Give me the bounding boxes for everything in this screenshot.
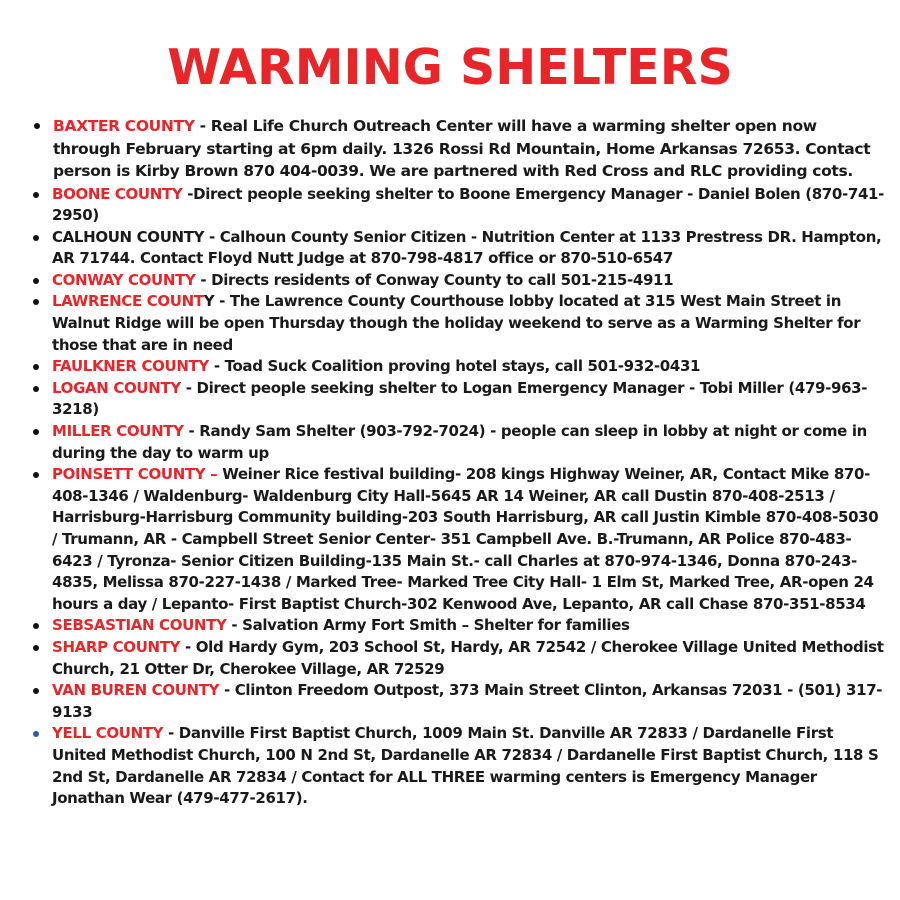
bullet-icon [33,192,39,198]
county-name: YELL COUNTY [52,724,164,743]
county-name: SHARP COUNTY [52,637,181,656]
list-item-faulkner [0,356,900,378]
county-name: VAN BUREN COUNTY [52,681,220,700]
bullet-icon [33,623,39,629]
list-item-sharp [0,637,900,680]
shelter-details: Weiner Rice festival building- 208 kings Highway Weiner, AR, Contact Mike 870-408-1346 / Waldenburg- Waldenburg City Hall-5645 AR 14 Weiner, AR call Dustin 870-408-2513 / Harrisburg-Harrisburg Community building-203 South Harrisburg, AR call Justin Kimble 870-408-5030 / Trumann, AR - Campbell Street Senior Center- 351 Campbell Ave. B.-Trumann, AR Police 870-483-6423 / Tyronza- Senior Citizen Building-135 Main St.- call Charles at 870-974-1346, Donna 870-243-4835, Melissa 870-227-1438 / Marked Tree- Marked Tree City Hall- 1 Elm St, Marked Tree, AR-open 24 hours a day / Lepanto- First Baptist Church-302 Kenwood Ave, Lepanto, AR call Chase 870-351-8534 [52,465,879,613]
list-item-sebastian [0,615,900,637]
county-name: BOONE COUNTY [52,184,183,203]
shelter-details: - Direct people seeking shelter to Logan Emergency Manager - Tobi Miller (479-963-3218) [52,378,868,419]
shelter-details: - Directs residents of Conway County to call 501-215-4911 [195,270,674,289]
bullet-icon [33,364,39,370]
list-item-poinsett [0,464,900,615]
list-item-logan [0,378,900,421]
shelter-details: - Old Hardy Gym, 203 School St, Hardy, AR 72542 / Cherokee Village United Methodist Church, 21 Otter Dr, Cherokee Village, AR 72529 [52,637,884,678]
shelter-details: - Danville First Baptist Church, 1009 Main St. Danville AR 72833 / Dardanelle First United Methodist Church, 100 N 2nd St, Dardanelle AR 72834 / Dardanelle First Baptist Church, 118 S 2nd St, Dardanelle AR 72834 / Contact for ALL THREE warming centers is Emergency Manager Jonathan Wear (479-477-2617). [52,724,879,808]
list-item-van-buren [0,680,900,723]
shelter-details: -Direct people seeking shelter to Boone Emergency Manager - Daniel Bolen (870-741-2950) [52,184,884,225]
bullet-icon [33,645,39,651]
county-name: LOGAN COUNTY [52,378,181,397]
page-title: WARMING SHELTERS [167,39,733,96]
bullet-icon [33,688,39,694]
county-name: CONWAY COUNTY [52,270,196,289]
list-item-miller [0,421,900,464]
shelter-details: - Salvation Army Fort Smith – Shelter for families [226,616,630,635]
bullet-icon [33,429,39,435]
shelter-details: - Randy Sam Shelter (903-792-7024) - people can sleep in lobby at night or come in during the day to warm up [52,422,867,462]
bullet-icon [33,299,39,305]
bullet-icon [33,472,39,478]
county-name: POINSETT COUNTY – [52,465,218,484]
county-name: LAWRENCE COUNT [52,292,204,311]
county-name: BAXTER COUNTY [53,117,195,135]
list-item-lawrence [0,291,900,356]
list-item-calhoun [0,227,900,270]
bullet-icon [33,386,39,392]
bullet-icon [34,123,40,129]
bullet-icon [33,235,39,241]
list-item-conway [0,270,900,292]
shelter-details: - Real Life Church Outreach Center will have a warming shelter open now through February starting at 6pm daily. 1326 Rossi Rd Mountain, Home Arkansas 72653. Contact person is Kirby Brown 870 404-0039. We are partnered with Red Cross and RLC providing cots. [53,117,871,180]
shelter-details: CALHOUN COUNTY - Calhoun County Senior Citizen - Nutrition Center at 1133 Prestress DR. Hampton, AR 71744. Contact Floyd Nutt Judge at 870-798-4817 office or 870-510-6547 [52,227,882,268]
list-item-boone [0,184,900,227]
county-name: MILLER COUNTY [52,422,184,441]
county-name: FAULKNER COUNTY [52,357,209,376]
shelter-details: - Toad Suck Coalition proving hotel stays, call 501-932-0431 [208,357,701,376]
bullet-icon [33,278,39,284]
bullet-icon [33,731,39,737]
list-item-baxter [0,115,900,183]
list-item-yell [0,723,900,809]
shelter-details: - The Lawrence County Courthouse lobby located at 315 West Main Street in Walnut Ridge will be open Thursday though the holiday weekend to serve as a Warming Shelter for those that are in need [52,292,861,354]
shelter-details: - Clinton Freedom Outpost, 373 Main Street Clinton, Arkansas 72031 - (501) 317-9133 [52,681,883,721]
county-name: SEBSASTIAN COUNTY [52,616,227,635]
county-name-tail: Y [203,292,215,311]
shelter-list [0,115,900,810]
